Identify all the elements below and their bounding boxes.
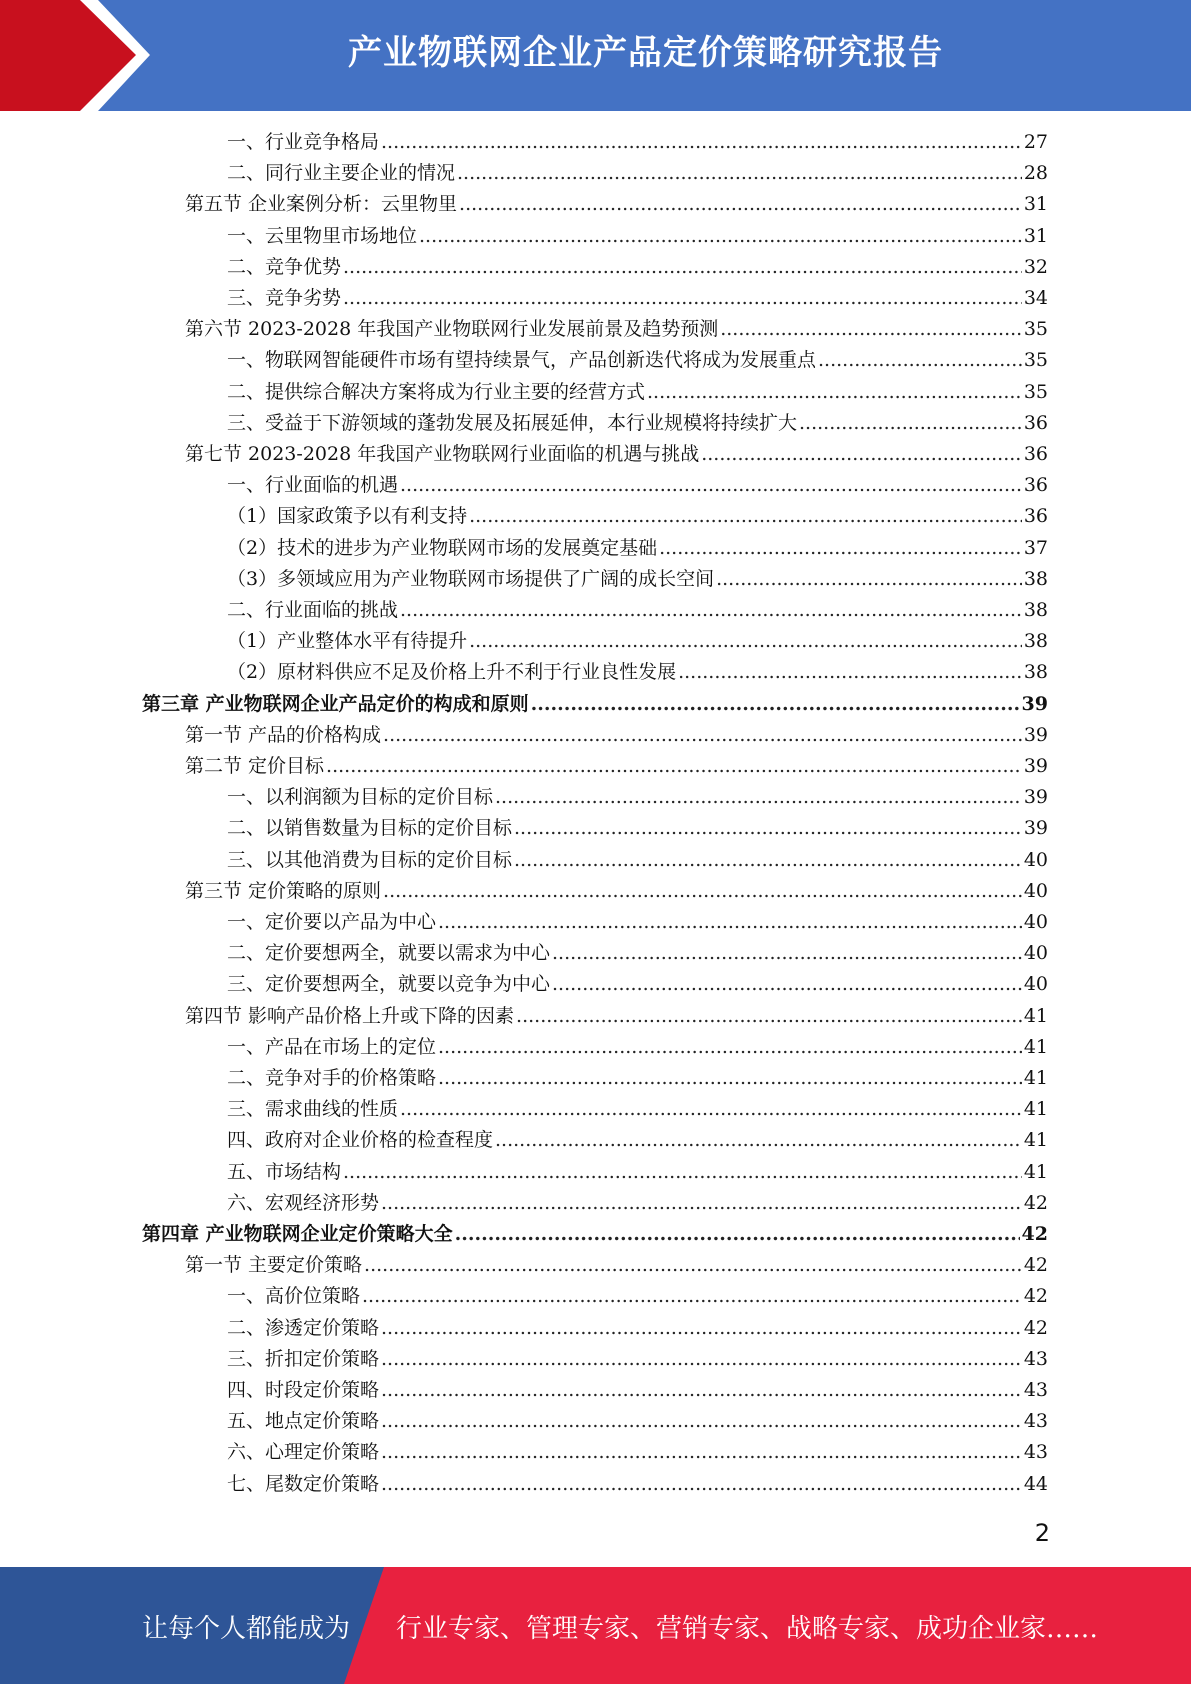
toc-dot-leader <box>438 907 1022 938</box>
toc-entry[interactable] <box>227 1375 1048 1406</box>
toc-dot-leader <box>647 377 1022 408</box>
toc-dot-leader <box>419 221 1022 252</box>
toc-dot-leader <box>552 969 1022 1000</box>
footer-slogan-left: 让每个人都能成为 <box>142 1614 351 1644</box>
toc-dot-leader <box>469 501 1022 532</box>
toc-dot-leader <box>326 751 1022 782</box>
toc-entry-title: （2）技术的进步为产业物联网市场的发展奠定基础 <box>227 536 658 559</box>
toc-entry-page: 31 <box>1023 224 1048 247</box>
toc-entry-title: 三、需求曲线的性质 <box>227 1098 399 1121</box>
toc-dot-leader <box>514 845 1022 876</box>
toc-dot-leader <box>701 439 1022 470</box>
toc-dot-leader <box>495 1125 1022 1156</box>
toc-entry-title: 一、行业竞争格局 <box>227 131 380 153</box>
toc-dot-leader <box>716 564 1022 595</box>
toc-entry-title: （1）产业整体水平有待提升 <box>227 630 468 653</box>
toc-entry-page: 35 <box>1023 380 1048 403</box>
toc-entry[interactable] <box>227 1032 1048 1063</box>
toc-entry-title: 一、产品在市场上的定位 <box>227 1035 437 1058</box>
toc-dot-leader <box>343 283 1022 314</box>
toc-entry[interactable] <box>142 1219 1048 1250</box>
toc-entry-title: 五、市场结构 <box>227 1160 342 1183</box>
toc-dot-leader <box>552 938 1022 969</box>
toc-entry-title: 七、尾数定价策略 <box>227 1472 380 1495</box>
toc-entry[interactable] <box>185 189 1048 220</box>
toc-dot-leader <box>516 1001 1022 1032</box>
toc-entry-page: 43 <box>1023 1441 1048 1464</box>
toc-entry-page: 42 <box>1021 1223 1048 1245</box>
toc-entry[interactable] <box>185 1001 1048 1032</box>
toc-dot-leader <box>381 1313 1022 1344</box>
toc-entry[interactable] <box>227 1157 1048 1188</box>
toc-entry-page: 43 <box>1023 1410 1048 1433</box>
toc-entry-page: 42 <box>1023 1285 1048 1308</box>
toc-entry-title: 第一节 产品的价格构成 <box>185 723 382 746</box>
toc-entry-page: 35 <box>1023 318 1048 341</box>
toc-dot-leader <box>381 1469 1022 1500</box>
toc-entry[interactable] <box>185 1250 1048 1281</box>
toc-entry-title: 三、竞争劣势 <box>227 287 342 309</box>
toc-entry[interactable] <box>227 1313 1048 1344</box>
toc-entry[interactable] <box>142 689 1048 720</box>
toc-entry[interactable] <box>227 470 1048 501</box>
toc-entry[interactable] <box>227 221 1048 252</box>
toc-entry-page: 41 <box>1023 1004 1048 1027</box>
toc-entry-page: 39 <box>1021 692 1048 715</box>
toc-dot-leader <box>381 127 1022 158</box>
page-footer-banner <box>0 1567 1191 1684</box>
toc-entry[interactable] <box>227 283 1048 314</box>
toc-dot-leader <box>531 689 1020 720</box>
toc-entry[interactable] <box>185 876 1048 907</box>
toc-dot-leader <box>400 470 1022 501</box>
toc-dot-leader <box>343 1157 1022 1188</box>
toc-entry-title: 二、同行业主要企业的情况 <box>227 162 456 185</box>
toc-entry-title: 第七节 2023-2028 年我国产业物联网行业面临的机遇与挑战 <box>185 443 700 465</box>
toc-entry-title: （3）多领域应用为产业物联网市场提供了广阔的成长空间 <box>227 567 715 590</box>
toc-entry-page: 40 <box>1023 942 1048 965</box>
toc-entry-title: 二、竞争优势 <box>227 255 342 278</box>
toc-entry[interactable] <box>227 1063 1048 1094</box>
toc-entry-title: 三、以其他消费为目标的定价目标 <box>227 848 513 871</box>
toc-entry-title: 六、心理定价策略 <box>227 1441 380 1464</box>
toc-entry-page: 42 <box>1023 1316 1048 1339</box>
toc-entry-title: 二、行业面临的挑战 <box>227 599 399 621</box>
report-title: 产业物联网企业产品定价策略研究报告 <box>348 33 943 73</box>
toc-entry[interactable] <box>227 595 1048 626</box>
toc-entry[interactable] <box>227 345 1048 376</box>
toc-entry-page: 38 <box>1023 567 1048 590</box>
toc-dot-leader <box>438 1032 1022 1063</box>
toc-dot-leader <box>457 158 1022 189</box>
toc-entry[interactable] <box>185 751 1048 782</box>
toc-dot-leader <box>381 1344 1022 1375</box>
toc-entry-page: 43 <box>1023 1347 1048 1370</box>
toc-dot-leader <box>438 1063 1022 1094</box>
header-arrow-decoration <box>0 0 260 111</box>
toc-dot-leader <box>455 1219 1020 1250</box>
toc-entry-title: 四、政府对企业价格的检查程度 <box>227 1129 494 1152</box>
toc-entry[interactable] <box>227 845 1048 876</box>
toc-entry[interactable] <box>185 314 1048 345</box>
toc-entry[interactable] <box>227 1344 1048 1375</box>
toc-entry-title: 第六节 2023-2028 年我国产业物联网行业发展前景及趋势预测 <box>185 318 719 341</box>
toc-entry-page: 28 <box>1023 162 1048 185</box>
toc-entry-page: 38 <box>1023 599 1048 621</box>
toc-entry[interactable] <box>227 501 1048 532</box>
toc-entry-title: 一、行业面临的机遇 <box>227 474 399 497</box>
toc-dot-leader <box>364 1250 1022 1281</box>
toc-entry[interactable] <box>227 1469 1048 1500</box>
toc-entry[interactable] <box>227 1281 1048 1312</box>
toc-dot-leader <box>400 1094 1022 1125</box>
toc-entry-title: （1）国家政策予以有利支持 <box>227 505 468 528</box>
toc-entry-title: 一、物联网智能硬件市场有望持续景气，产品创新迭代将成为发展重点 <box>227 349 817 372</box>
toc-dot-leader <box>362 1281 1022 1312</box>
toc-entry-page: 36 <box>1023 505 1048 528</box>
toc-entry[interactable] <box>227 127 1048 158</box>
toc-dot-leader <box>381 1437 1022 1468</box>
toc-entry[interactable] <box>227 158 1048 189</box>
toc-entry-page: 41 <box>1023 1067 1048 1089</box>
toc-entry-title: 一、定价要以产品为中心 <box>227 911 437 933</box>
toc-dot-leader <box>469 626 1022 657</box>
toc-entry[interactable] <box>227 408 1048 439</box>
toc-entry[interactable] <box>227 252 1048 283</box>
toc-entry-page: 36 <box>1023 474 1048 497</box>
toc-entry-page: 41 <box>1023 1160 1048 1183</box>
toc-entry[interactable] <box>227 377 1048 408</box>
toc-entry-title: 一、云里物里市场地位 <box>227 224 418 247</box>
toc-entry-page: 35 <box>1023 349 1048 372</box>
toc-entry[interactable] <box>227 1125 1048 1156</box>
toc-entry[interactable] <box>227 907 1048 938</box>
footer-slogan-right: 行业专家、管理专家、营销专家、战略专家、成功企业家…… <box>396 1614 1099 1644</box>
toc-entry-page: 34 <box>1023 287 1048 309</box>
toc-entry[interactable] <box>227 657 1048 688</box>
toc-entry-page: 27 <box>1023 131 1048 153</box>
toc-dot-leader <box>381 1375 1022 1406</box>
toc-entry-page: 41 <box>1023 1098 1048 1121</box>
toc-dot-leader <box>818 345 1022 376</box>
toc-dot-leader <box>381 1406 1022 1437</box>
toc-entry[interactable] <box>227 813 1048 844</box>
toc-entry-title: 一、以利润额为目标的定价目标 <box>227 786 494 809</box>
toc-entry-page: 39 <box>1023 723 1048 746</box>
toc-dot-leader <box>400 595 1022 626</box>
toc-dot-leader <box>383 720 1022 751</box>
toc-entry-page: 38 <box>1023 661 1048 684</box>
toc-entry-title: 三、受益于下游领域的蓬勃发展及拓展延伸，本行业规模将持续扩大 <box>227 411 798 434</box>
toc-entry-title: 第四节 影响产品价格上升或下降的因素 <box>185 1004 515 1027</box>
toc-entry-title: 六、宏观经济形势 <box>227 1191 380 1214</box>
toc-dot-leader <box>381 1188 1022 1219</box>
toc-entry-title: 第一节 主要定价策略 <box>185 1254 363 1277</box>
toc-entry[interactable] <box>185 439 1048 470</box>
toc-dot-leader <box>659 533 1022 564</box>
toc-entry[interactable] <box>185 720 1048 751</box>
toc-entry-title: 第四章 产业物联网企业定价策略大全 <box>142 1223 453 1245</box>
toc-entry-title: 第五节 企业案例分析：云里物里 <box>185 193 458 216</box>
toc-entry-title: 第二节 定价目标 <box>185 755 325 777</box>
toc-entry-page: 44 <box>1023 1472 1048 1495</box>
toc-entry-page: 39 <box>1023 755 1048 777</box>
toc-dot-leader <box>799 408 1022 439</box>
toc-entry[interactable] <box>227 1188 1048 1219</box>
toc-entry-title: 二、定价要想两全，就要以需求为中心 <box>227 942 551 965</box>
toc-entry-page: 40 <box>1023 879 1048 902</box>
toc-entry[interactable] <box>227 1094 1048 1125</box>
toc-entry-title: 二、渗透定价策略 <box>227 1316 380 1339</box>
toc-entry-page: 36 <box>1023 443 1048 465</box>
toc-entry-title: 二、以销售数量为目标的定价目标 <box>227 817 513 840</box>
toc-entry-page: 32 <box>1023 255 1048 278</box>
toc-entry-title: 第三章 产业物联网企业产品定价的构成和原则 <box>142 692 529 715</box>
toc-entry-title: （2）原材料供应不足及价格上升不利于行业良性发展 <box>227 661 677 684</box>
toc-entry-page: 42 <box>1023 1254 1048 1277</box>
toc-dot-leader <box>383 876 1022 907</box>
toc-entry-title: 一、高价位策略 <box>227 1285 361 1308</box>
toc-dot-leader <box>343 252 1022 283</box>
toc-entry-title: 三、折扣定价策略 <box>227 1347 380 1370</box>
page-number: 2 <box>1034 1519 1050 1547</box>
toc-entry-page: 40 <box>1023 911 1048 933</box>
page-header-banner <box>0 0 1191 111</box>
toc-dot-leader <box>720 314 1022 345</box>
toc-entry-page: 43 <box>1023 1379 1048 1401</box>
toc-entry-page: 41 <box>1023 1129 1048 1152</box>
toc-entry-page: 31 <box>1023 193 1048 216</box>
toc-dot-leader <box>495 782 1022 813</box>
toc-entry[interactable] <box>227 1406 1048 1437</box>
toc-entry[interactable] <box>227 1437 1048 1468</box>
toc-dot-leader <box>459 189 1022 220</box>
toc-entry-title: 四、时段定价策略 <box>227 1379 380 1401</box>
toc-entry[interactable] <box>227 782 1048 813</box>
toc-entry-page: 40 <box>1023 973 1048 996</box>
toc-dot-leader <box>678 657 1022 688</box>
toc-entry-page: 38 <box>1023 630 1048 653</box>
toc-entry-title: 第三节 定价策略的原则 <box>185 879 382 902</box>
toc-entry-title: 二、提供综合解决方案将成为行业主要的经营方式 <box>227 380 646 403</box>
toc-entry[interactable] <box>227 938 1048 969</box>
toc-entry[interactable] <box>227 564 1048 595</box>
toc-entry-title: 三、定价要想两全，就要以竞争为中心 <box>227 973 551 996</box>
toc-entry-page: 41 <box>1023 1035 1048 1058</box>
toc-entry-page: 40 <box>1023 848 1048 871</box>
toc-entry-page: 39 <box>1023 817 1048 840</box>
toc-entry-page: 39 <box>1023 786 1048 809</box>
toc-entry-title: 二、竞争对手的价格策略 <box>227 1067 437 1089</box>
toc-dot-leader <box>514 813 1022 844</box>
toc-entry-page: 37 <box>1023 536 1048 559</box>
toc-entry[interactable] <box>227 969 1048 1000</box>
toc-entry[interactable] <box>227 533 1048 564</box>
toc-entry-page: 42 <box>1023 1191 1048 1214</box>
toc-entry-page: 36 <box>1023 411 1048 434</box>
toc-entry-title: 五、地点定价策略 <box>227 1410 380 1433</box>
toc-entry[interactable] <box>227 626 1048 657</box>
